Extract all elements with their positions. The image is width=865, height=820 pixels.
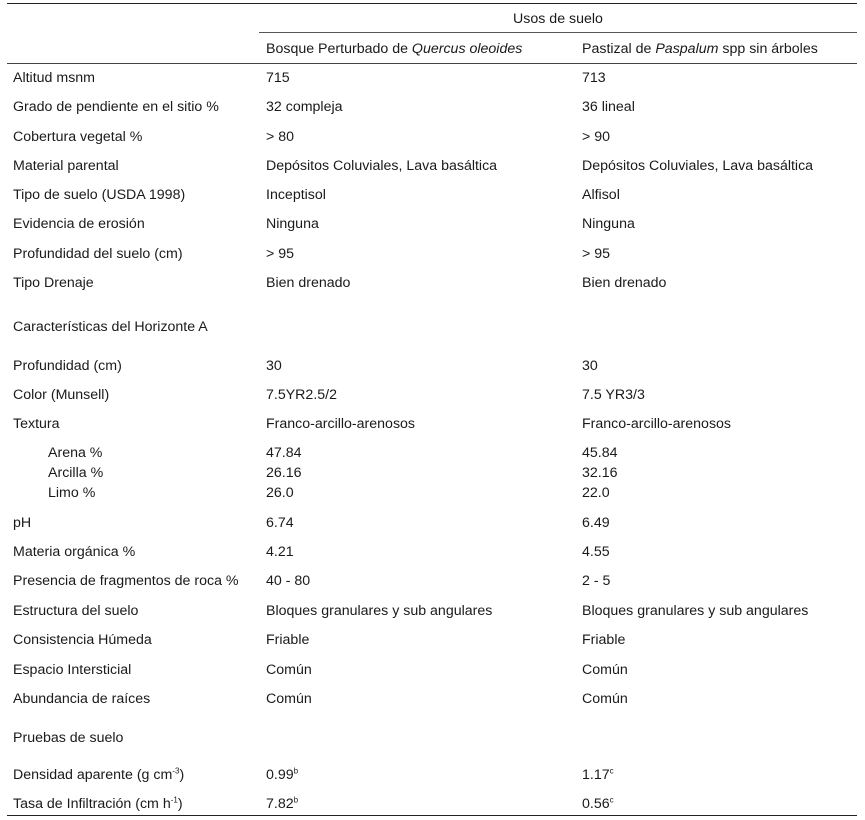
row-label: pH bbox=[13, 515, 32, 531]
row-value-bosque: Depósitos Coluviales, Lava basáltica bbox=[266, 158, 498, 174]
row-label: Profundidad del suelo (cm) bbox=[13, 246, 183, 262]
row-label: Evidencia de erosión bbox=[13, 216, 145, 232]
row-value-pastizal: Franco-arcillo-arenosos bbox=[582, 416, 732, 432]
row-value-pastizal: 36 lineal bbox=[582, 99, 635, 115]
header-bottom-rule bbox=[7, 63, 857, 64]
row-value-bosque: 26.0 bbox=[266, 485, 294, 501]
row-value-pastizal: Común bbox=[582, 691, 628, 707]
soil-characteristics-table bbox=[7, 0, 857, 820]
row-value-pastizal: 4.55 bbox=[582, 544, 610, 560]
row-value-pastizal: 2 - 5 bbox=[582, 573, 611, 589]
row-value-pastizal: Común bbox=[582, 662, 628, 678]
row-value-bosque: 32 compleja bbox=[266, 99, 343, 115]
row-value-pastizal: 22.0 bbox=[582, 485, 610, 501]
row-value-pastizal: 32.16 bbox=[582, 465, 618, 481]
row-value-bosque: > 95 bbox=[266, 246, 295, 262]
row-value-pastizal: > 90 bbox=[582, 129, 611, 145]
table-top-rule bbox=[7, 3, 857, 4]
group-header-rule bbox=[259, 32, 857, 33]
row-value-pastizal: Depósitos Coluviales, Lava basáltica bbox=[582, 158, 814, 174]
row-label: Consistencia Húmeda bbox=[13, 632, 152, 648]
row-value-pastizal: Alfisol bbox=[582, 187, 620, 203]
row-value-bosque: 7.5YR2.5/2 bbox=[266, 387, 337, 403]
row-value-pastizal: 713 bbox=[582, 70, 606, 86]
row-value-bosque: 40 - 80 bbox=[266, 573, 311, 589]
row-value-bosque: Friable bbox=[266, 632, 310, 648]
table-bottom-rule bbox=[7, 815, 857, 816]
row-value-pastizal: 0.56$^c$ bbox=[582, 795, 614, 812]
row-label: Limo % bbox=[48, 485, 96, 501]
row-value-bosque: Bien drenado bbox=[266, 275, 351, 291]
row-value-bosque: Común bbox=[266, 662, 312, 678]
row-value-bosque: 26.16 bbox=[266, 465, 302, 481]
row-label: Tipo Drenaje bbox=[13, 275, 94, 291]
row-label: Cobertura vegetal % bbox=[13, 129, 143, 145]
group-header: Usos de suelo bbox=[513, 11, 603, 27]
row-value-bosque: 7.82$^b$ bbox=[266, 795, 299, 812]
row-value-bosque: 47.84 bbox=[266, 445, 302, 461]
row-label: Textura bbox=[13, 416, 60, 432]
row-label: Altitud msnm bbox=[13, 70, 95, 86]
row-value-pastizal: 6.49 bbox=[582, 515, 610, 531]
column-header-bosque: Bosque Perturbado de Quercus oleoides bbox=[266, 41, 523, 57]
row-value-bosque: Común bbox=[266, 691, 312, 707]
section-label-pruebas: Pruebas de suelo bbox=[13, 730, 124, 746]
row-value-bosque: Bloques granulares y sub angulares bbox=[266, 603, 493, 619]
section-label-horizonte-a: Características del Horizonte A bbox=[13, 319, 208, 335]
row-value-bosque: > 80 bbox=[266, 129, 295, 145]
row-label: Profundidad (cm) bbox=[13, 358, 122, 374]
row-label: Estructura del suelo bbox=[13, 603, 139, 619]
row-value-bosque: 30 bbox=[266, 358, 282, 374]
row-label: Tipo de suelo (USDA 1998) bbox=[13, 187, 186, 203]
row-label: Color (Munsell) bbox=[13, 387, 110, 403]
row-label: Grado de pendiente en el sitio % bbox=[13, 99, 219, 115]
row-label: Abundancia de raíces bbox=[13, 691, 151, 707]
row-value-bosque: 4.21 bbox=[266, 544, 294, 560]
column-header-pastizal: Pastizal de Paspalum spp sin árboles bbox=[582, 41, 818, 57]
row-value-bosque: 0.99$^b$ bbox=[266, 766, 299, 783]
row-label: Presencia de fragmentos de roca % bbox=[13, 573, 239, 589]
row-label: Densidad aparente (g $cm^{-3}$) bbox=[13, 766, 185, 783]
row-label: Tasa de Infiltración (cm $h^{-1}$) bbox=[13, 795, 183, 812]
row-value-pastizal: Bien drenado bbox=[582, 275, 667, 291]
row-value-pastizal: 1.17$^c$ bbox=[582, 766, 614, 783]
row-value-pastizal: > 95 bbox=[582, 246, 611, 262]
row-value-pastizal: Ninguna bbox=[582, 216, 635, 232]
row-value-pastizal: 7.5 YR3/3 bbox=[582, 387, 645, 403]
row-value-bosque: 6.74 bbox=[266, 515, 294, 531]
row-label: Materia orgánica % bbox=[13, 544, 136, 560]
row-value-bosque: Inceptisol bbox=[266, 187, 326, 203]
row-value-bosque: Franco-arcillo-arenosos bbox=[266, 416, 416, 432]
row-value-pastizal: Friable bbox=[582, 632, 626, 648]
row-value-pastizal: Bloques granulares y sub angulares bbox=[582, 603, 809, 619]
row-label: Espacio Intersticial bbox=[13, 662, 132, 678]
row-value-bosque: Ninguna bbox=[266, 216, 319, 232]
row-value-bosque: 715 bbox=[266, 70, 290, 86]
row-value-pastizal: 45.84 bbox=[582, 445, 618, 461]
row-value-pastizal: 30 bbox=[582, 358, 598, 374]
row-label: Arcilla % bbox=[48, 465, 104, 481]
row-label: Material parental bbox=[13, 158, 119, 174]
row-label: Arena % bbox=[48, 445, 103, 461]
